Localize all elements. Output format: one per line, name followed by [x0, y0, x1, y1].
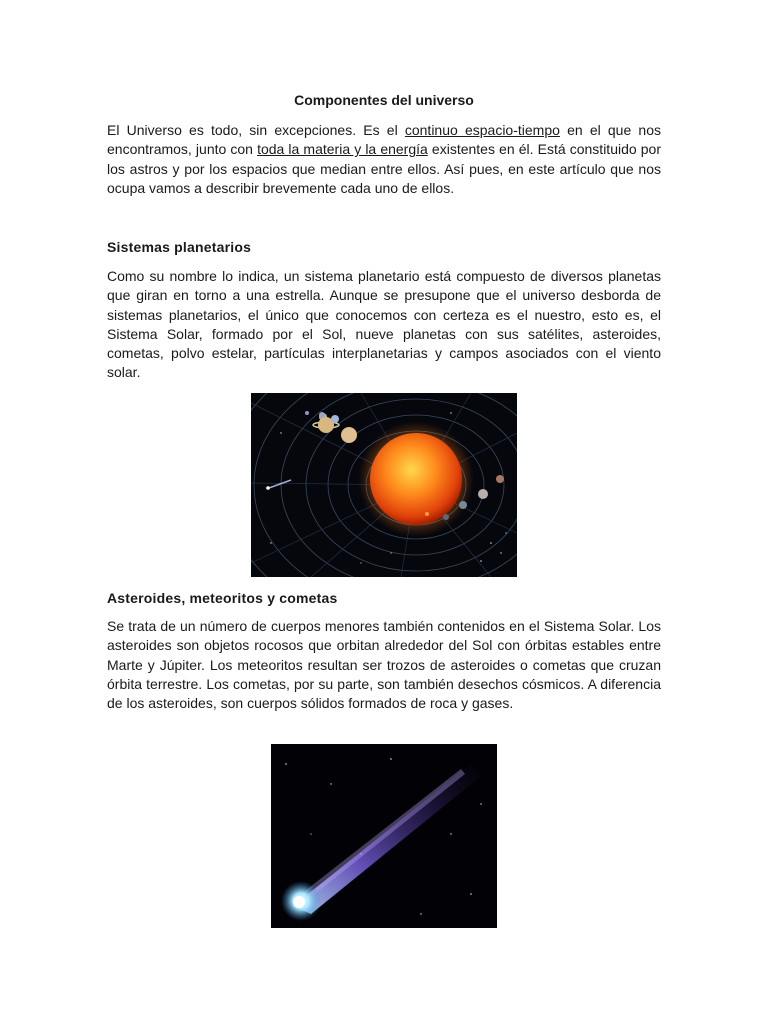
link-continuo-espacio-tiempo[interactable]: continuo espacio-tiempo [404, 122, 560, 138]
solar-system-image [251, 393, 517, 577]
heading-asteroides-meteoritos-cometas: Asteroides, meteoritos y cometas [107, 590, 338, 606]
comet-image [271, 744, 497, 928]
page-title: Componentes del universo [294, 92, 474, 108]
intro-text-3: existentes en él. Está constituido por los astros y por los espacios que median entre ellos. Así pues, en este artículo que nos ocupa vamos a describir brevemente cada uno de ellos. [107, 141, 662, 196]
intro-text-1: El Universo es todo, sin excepciones. Es el [107, 122, 405, 138]
paragraph-sistemas-planetarios: Como su nombre lo indica, un sistema planetario está compuesto de diversos planetas que giran en torno a una estrella. Aunque se presupone que el universo desborda de sistemas planetarios, el único que conocemos con certeza es el nuestro, esto es, el Sistema Solar, formado por el Sol, nueve planetas con sus satélites, asteroides, cometas, polvo estelar, partículas interplanetarias y campos asociados con el viento solar. [107, 268, 661, 381]
paragraph-asteroides-meteoritos-cometas: Se trata de un número de cuerpos menores también contenidos en el Sistema Solar. Los asteroides son objetos rocosos que orbitan alrededor del Sol con órbitas estables entre Marte y Júpiter. Los meteoritos resultan ser trozos de asteroides o cometas que cruzan órbita terrestre. Los cometas, por su parte, son también desechos cósmicos. A diferencia de los asteroides, son cuerpos sólidos formados de roca y gases. [107, 618, 661, 712]
heading-sistemas-planetarios: Sistemas planetarios [107, 239, 252, 255]
link-materia-energia[interactable]: toda la materia y la energía [257, 141, 428, 158]
intro-paragraph [107, 121, 661, 198]
intro-text-2: en el que nos encontramos, junto con [107, 122, 661, 158]
